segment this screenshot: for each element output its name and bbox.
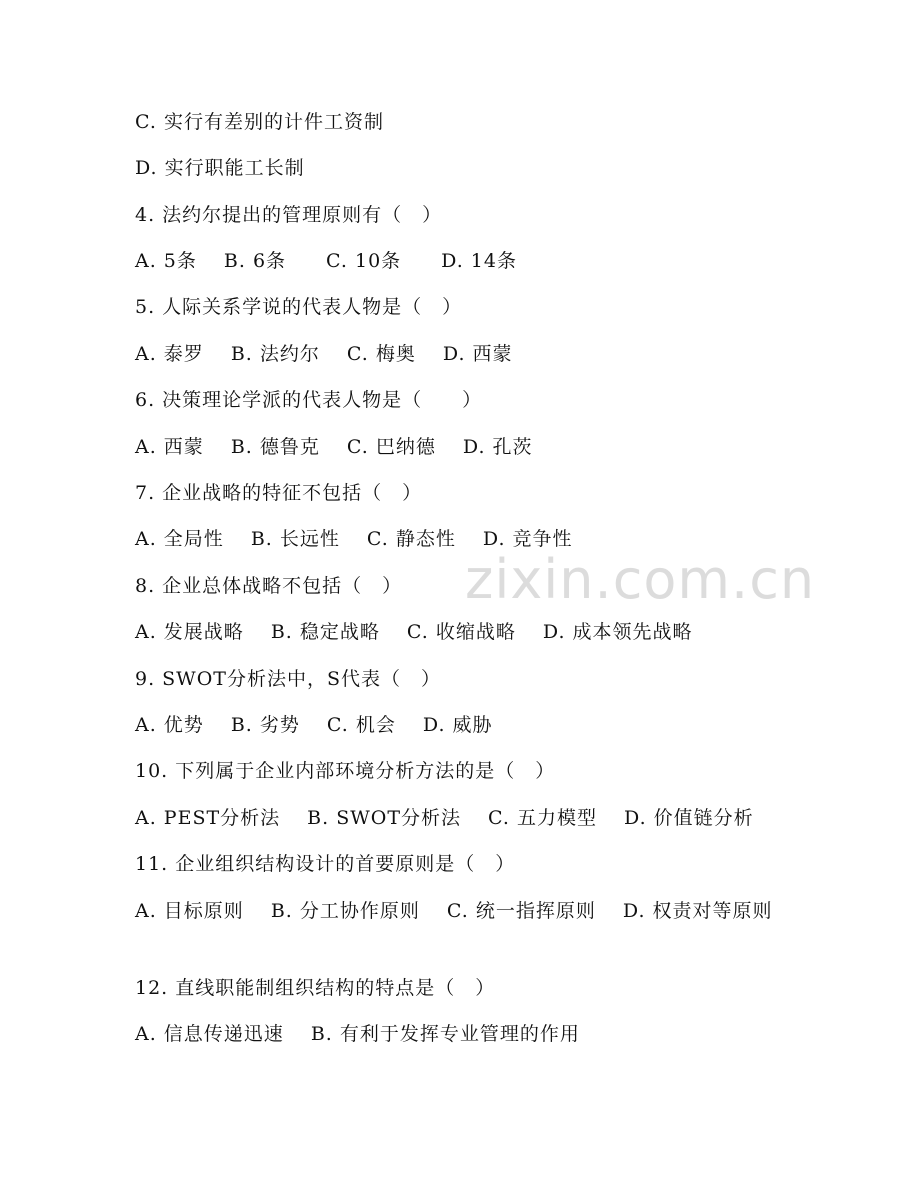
question-line: 8. 企业总体战略不包括（ ） xyxy=(135,575,403,597)
question-line: 4. 法约尔提出的管理原则有（ ） xyxy=(135,204,443,226)
option-line: A. 5条 B. 6条 C. 10条 D. 14条 xyxy=(135,250,517,272)
option-line: D. 实行职能工长制 xyxy=(135,157,305,179)
option-line: A. 泰罗 B. 法约尔 C. 梅奥 D. 西蒙 xyxy=(135,343,513,365)
option-line: A. 信息传递迅速 B. 有利于发挥专业管理的作用 xyxy=(135,1023,580,1045)
question-line: 5. 人际关系学说的代表人物是（ ） xyxy=(135,296,463,318)
watermark: zixin.com.cn xyxy=(465,548,816,611)
option-line: C. 实行有差别的计件工资制 xyxy=(135,111,384,133)
option-line: A. 西蒙 B. 德鲁克 C. 巴纳德 D. 孔茨 xyxy=(135,436,533,458)
question-line: 10. 下列属于企业内部环境分析方法的是（ ） xyxy=(135,760,556,782)
option-line: A. 全局性 B. 长远性 C. 静态性 D. 竞争性 xyxy=(135,528,573,550)
question-line: 7. 企业战略的特征不包括（ ） xyxy=(135,482,423,504)
option-line: A. 目标原则 B. 分工协作原则 C. 统一指挥原则 D. 权责对等原则 xyxy=(135,900,773,922)
question-line: 12. 直线职能制组织结构的特点是（ ） xyxy=(135,977,496,999)
question-line: 6. 决策理论学派的代表人物是（ ） xyxy=(135,389,483,411)
option-line: A. 发展战略 B. 稳定战略 C. 收缩战略 D. 成本领先战略 xyxy=(135,621,693,643)
option-line: A. PEST分析法 B. SWOT分析法 C. 五力模型 D. 价值链分析 xyxy=(135,807,754,829)
question-line: 11. 企业组织结构设计的首要原则是（ ） xyxy=(135,853,516,875)
option-line: A. 优势 B. 劣势 C. 机会 D. 威胁 xyxy=(135,714,493,736)
question-line: 9. SWOT分析法中，S代表（ ） xyxy=(135,668,441,690)
